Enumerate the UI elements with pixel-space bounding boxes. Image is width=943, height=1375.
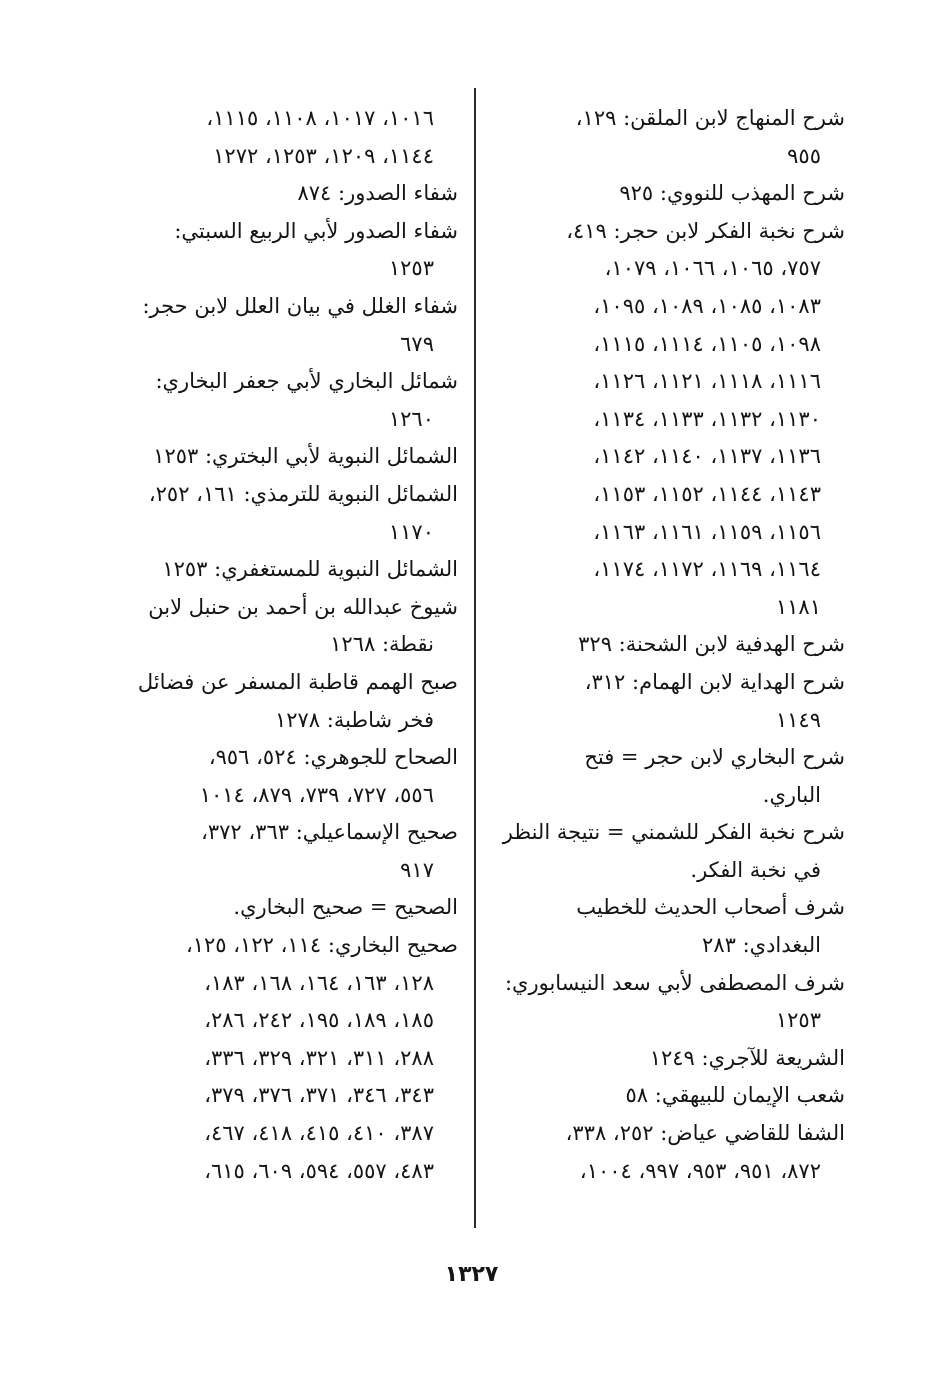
index-entry-continuation: ١١١٦، ١١١٨، ١١٢١، ١١٢٦، [593, 369, 821, 394]
index-entry-continuation: ٧٥٧، ١٠٦٥، ١٠٦٦، ١٠٧٩، [604, 256, 821, 281]
index-entry: الصحاح للجوهري: ٥٢٤، ٩٥٦، [208, 745, 458, 770]
index-entry: شرح الهدفية لابن الشحنة: ٣٢٩ [578, 632, 845, 657]
index-entry: شرح الهداية لابن الهمام: ٣١٢، [584, 669, 845, 694]
index-entry-continuation: ١٢٥٣ [388, 256, 434, 281]
index-entry-continuation: ٣٨٧، ٤١٠، ٤١٥، ٤١٨، ٤٦٧، [204, 1121, 434, 1146]
index-entry-continuation: البغدادي: ٢٨٣ [702, 933, 821, 958]
index-entry: شيوخ عبدالله بن أحمد بن حنبل لابن [148, 594, 458, 619]
index-entry-continuation: ٩١٧ [400, 857, 434, 882]
index-entry: شفاء الصدور لأبي الربيع السبتي: [174, 218, 458, 243]
index-entry-continuation: ٩٥٥ [787, 143, 821, 168]
index-entry-continuation: ١٠٨٣، ١٠٨٥، ١٠٨٩، ١٠٩٥، [593, 293, 821, 318]
index-entry: شرح البخاري لابن حجر = فتح [584, 745, 845, 770]
index-entry: شفاء الصدور: ٨٧٤ [297, 181, 458, 206]
index-entry-continuation: ١١٦٤، ١١٦٩، ١١٧٢، ١١٧٤، [593, 557, 821, 582]
index-entry: شمائل البخاري لأبي جعفر البخاري: [155, 369, 458, 394]
index-entry-continuation: ١٢٨، ١٦٣، ١٦٤، ١٦٨، ١٨٣، [204, 970, 434, 995]
index-entry-continuation: ٨٧٢، ٩٥١، ٩٥٣، ٩٩٧، ١٠٠٤، [579, 1158, 821, 1183]
index-entry: شفاء الغلل في بيان العلل لابن حجر: [142, 293, 458, 318]
index-entry: شرح نخبة الفكر لابن حجر: ٤١٩، [566, 218, 845, 243]
index-entry-continuation: في نخبة الفكر. [690, 857, 821, 882]
index-entry-continuation: ١١٣٠، ١١٣٢، ١١٣٣، ١١٣٤، [593, 406, 821, 431]
index-entry: الشمائل النبوية للترمذي: ١٦١، ٢٥٢، [148, 481, 458, 506]
index-entry-continuation: ١٠١٦، ١٠١٧، ١١٠٨، ١١١٥، [206, 106, 434, 130]
index-entry: شرف أصحاب الحديث للخطيب [576, 895, 845, 920]
index-entry-continuation: ٦٧٩ [400, 331, 434, 356]
index-entry-continuation: ١١٨١ [775, 594, 821, 619]
index-entry: شرح المهذب للنووي: ٩٢٥ [619, 181, 845, 206]
index-entry: الصحيح = صحيح البخاري. [233, 895, 458, 920]
index-entry-continuation: ٢٨٨، ٣١١، ٣٢١، ٣٢٩، ٣٣٦، [204, 1045, 434, 1070]
index-entry-continuation: ١١٣٦، ١١٣٧، ١١٤٠، ١١٤٢، [593, 444, 821, 469]
index-entry: شرف المصطفى لأبي سعد النيسابوري: [504, 970, 845, 995]
index-entry-continuation: ٤٨٣، ٥٥٧، ٥٩٤، ٦٠٩، ٦١٥، [204, 1158, 434, 1183]
index-entry: الشفا للقاضي عياض: ٢٥٢، ٣٣٨، [565, 1121, 845, 1146]
index-entry-continuation: فخر شاطبة: ١٢٧٨ [274, 707, 434, 732]
index-entry-continuation: ١١٤٩ [775, 707, 821, 732]
index-entry: شعب الإيمان للبيهقي: ٥٨ [625, 1083, 845, 1108]
index-entry-continuation: ٥٥٦، ٧٢٧، ٧٣٩، ٨٧٩، ١٠١٤ [199, 782, 434, 807]
index-entry-continuation: ٣٤٣، ٣٤٦، ٣٧١، ٣٧٦، ٣٧٩، [204, 1083, 434, 1108]
index-entry: الشريعة للآجري: ١٢٤٩ [649, 1045, 845, 1070]
index-entry-continuation: ١١٤٣، ١١٤٤، ١١٥٢، ١١٥٣، [593, 481, 821, 506]
index-entry-continuation: ١٢٥٣ [775, 1008, 821, 1033]
index-entry: الشمائل النبوية للمستغفري: ١٢٥٣ [162, 557, 458, 582]
index-entry-continuation: ١١٤٤، ١٢٠٩، ١٢٥٣، ١٢٧٢ [213, 143, 434, 168]
index-entry-continuation: نقطة: ١٢٦٨ [330, 632, 434, 657]
index-entry: صحيح البخاري: ١١٤، ١٢٢، ١٢٥، [185, 933, 458, 958]
index-entry-continuation: ١٠٩٨، ١١٠٥، ١١١٤، ١١١٥، [593, 331, 821, 356]
page-number: ١٣٢٧ [444, 1262, 499, 1287]
index-entry: الشمائل النبوية لأبي البختري: ١٢٥٣ [153, 444, 458, 469]
index-entry-continuation: ١١٧٠ [388, 519, 434, 544]
column-divider [474, 88, 476, 1228]
index-entry: شرح المنهاج لابن الملقن: ١٢٩، [575, 106, 845, 130]
index-entry: صحيح الإسماعيلي: ٣٦٣، ٣٧٢، [201, 820, 458, 845]
index-entry: شرح نخبة الفكر للشمني = نتيجة النظر [502, 820, 845, 845]
index-entry-continuation: ١٨٥، ١٨٩، ١٩٥، ٢٤٢، ٢٨٦، [204, 1008, 434, 1033]
index-entry-continuation: الباري. [762, 782, 821, 807]
index-column-right [493, 100, 845, 1230]
index-entry-continuation: ١١٥٦، ١١٥٩، ١١٦١، ١١٦٣، [593, 519, 821, 544]
index-entry-continuation: ١٢٦٠ [388, 406, 434, 431]
index-entry: صبح الهمم قاطبة المسفر عن فضائل [137, 669, 458, 694]
index-column-left [106, 100, 458, 1230]
